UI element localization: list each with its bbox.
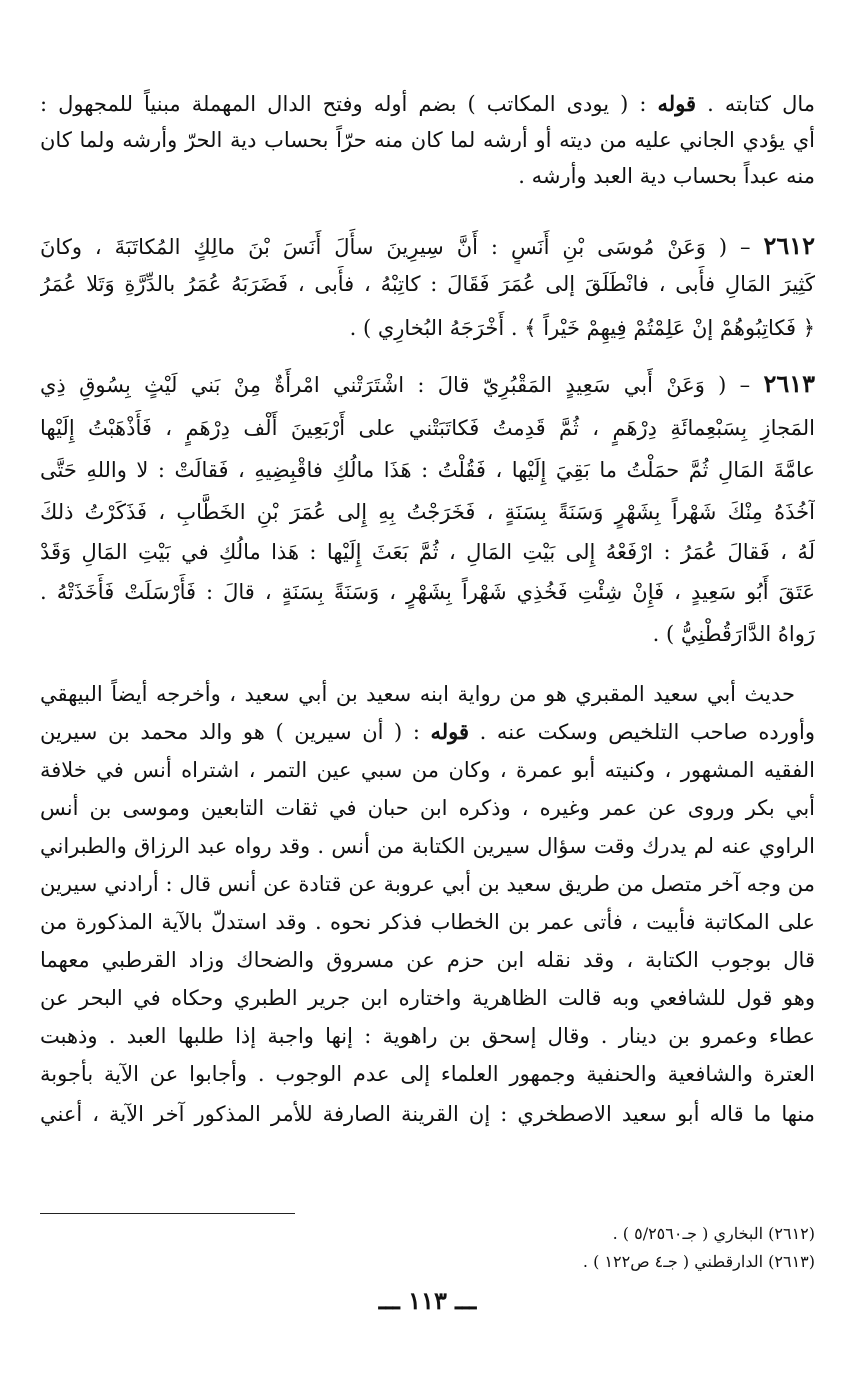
commentary-line: من وجه آخر متصل من طريق سعيد بن أبي عروبة عن قتادة عن أنس قال : أرادني سيرين xyxy=(40,872,815,896)
text-line xyxy=(40,86,815,122)
commentary-line: الفقيه المشهور ، وكنيته أبو عمرة ، وكان من سبي عين التمر ، اشتراه أنس في خلافة xyxy=(40,758,815,782)
hadith-line: آخُذَهُ مِنْكَ شَهْراً بِشَهْرٍ وَسَنَةً بِسَنَةٍ ، فَخَرَجْتُ بِهِ إِلى عُمَرَ بْنِ الخَطَّابِ ، فَذَكَرْتُ ذلكَ xyxy=(40,500,815,524)
commentary-line: منها ما قاله أبو سعيد الاصطخري : إن القرينة الصارفة للأمر المذكور آخر الآية ، أعني xyxy=(40,1102,815,1126)
commentary-line: حديث أبي سعيد المقبري هو من رواية ابنه سعيد بن أبي سعيد ، وأخرجه أيضاً البيهقي xyxy=(40,682,795,706)
hadith-line: ﴿ فَكاتِبُوهُمْ إنْ عَلِمْتُمْ فِيهِمْ خَيْراً ﴾ . أَخْرَجَهُ البُخارِي ) . xyxy=(349,316,815,340)
hadith-line: المَجازِ بِسَبْعِمائَةِ دِرْهَمٍ ، ثُمَّ قَدِمتُ فَكاتَبَتْني على أَرْبَعِينَ أَلْف دِرْهَمٍ ، فَأَذْهَبْتُ إِلَيْها xyxy=(40,416,815,440)
qawl-keyword: قوله xyxy=(657,91,697,116)
text-line: منه عبداً بحساب دية العبد وأرشه . xyxy=(518,164,815,188)
commentary-line: قال بوجوب الكتابة ، وقد نقله ابن حزم عن مسروق والضحاك وزاد القرطبي معهما xyxy=(40,948,815,972)
footnote: (٢٦١٣) الدارقطني ( جـ٤ ص١٢٢ ) . xyxy=(582,1252,815,1271)
commentary-line xyxy=(40,714,815,750)
hadith-line: كَثِيرَ المَالِ فأَبى ، فانْطَلَقَ إلى عُمَرَ فَقَالَ : كاتِبْهُ ، فأَبى ، فَضَرَبَهُ عُمَرُ بالدِّرَّةِ وَتَلا عُمَرُ xyxy=(40,272,815,296)
commentary-line: عطاء وعمرو بن دينار . وقال إسحق بن راهوية : إنها واجبة إذا طلبها العبد . وذهبت xyxy=(40,1024,815,1048)
commentary-line: وهو قول للشافعي وبه قالت الظاهرية واختاره ابن جرير الطبري وحكاه في البحر عن xyxy=(40,986,815,1010)
footnote: (٢٦١٢) البخاري ( جـ٥/٢٥٦٠ ) . xyxy=(612,1224,815,1243)
page-number: ـــ ١١٣ ـــ xyxy=(378,1286,477,1315)
hadith-text: – ( وَعَنْ أَبي سَعِيدٍ المَقْبُرِيّ قالَ : اشْتَرَتْني امْرأَةٌ مِنْ بَني لَيْثٍ بِسُوقِ ذِي xyxy=(40,373,764,397)
text-segment: : ( أن سيرين ) هو والد محمد بن سيرين xyxy=(40,720,431,744)
commentary-line: الراوي عنه لم يدرك وقت سؤال سيرين الكتابة من أنس . وقد رواه عبد الرزاق والطبراني xyxy=(40,834,815,858)
hadith-line: رَواهُ الدَّارَقُطْنِيُّ ) . xyxy=(652,622,815,646)
hadith-number: ٢٦١٢ xyxy=(763,231,815,260)
text-line: أي يؤدي الجاني عليه من ديته أو أرشه لما كان منه حرّاً بحساب دية الحرّ وأرشه ولما كان xyxy=(40,128,815,152)
hadith-number: ٢٦١٣ xyxy=(763,369,815,398)
hadith-text: – ( وَعَنْ مُوسَى بْنِ أَنَسٍ : أَنَّ سِيرِينَ سأَلَ أَنَسَ بْنَ مالِكٍ المُكاتَبَةَ ، وكانَ xyxy=(40,235,764,259)
commentary-line: أبي بكر وروى عن عمر وغيره ، وذكره ابن حبان في ثقات التابعين وموسى بن أنس xyxy=(40,796,815,820)
qawl-keyword: قوله xyxy=(430,719,470,744)
commentary-line: على المكاتبة فأبيت ، فأتى عمر بن الخطاب فذكر نحوه . وقد استدلّ بالآية المذكورة من xyxy=(40,910,815,934)
hadith-line xyxy=(40,366,815,402)
hadith-line xyxy=(40,228,815,264)
hadith-line: لَهُ ، فَقالَ عُمَرُ : ارْفَعْهُ إِلى بَيْتِ المَالِ ، ثُمَّ بَعَثَ إِلَيْها : هَذا مالُكِ في بَيْتِ المَالِ وَقَدْ xyxy=(40,540,815,564)
commentary-line: العترة والشافعية والحنفية وجمهور العلماء إلى عدم الوجوب . وأجابوا عن الآية بأجوبة xyxy=(40,1062,815,1086)
text-segment: مال كتابته . xyxy=(696,92,815,116)
text-segment: وأورده صاحب التلخيص وسكت عنه . xyxy=(469,720,815,744)
hadith-line: عَتَقَ أَبُو سَعِيدٍ ، فَإِنْ شِئْتِ فَخُذِي شَهْراً بِشَهْرٍ ، وَسَنَةً بِسَنَةٍ ، قالَ : فَأَرْسَلَتْ فَأَخَذَتْهُ . xyxy=(40,580,815,604)
hadith-line: عامَّةَ المَالِ ثُمَّ حمَلْتُ ما بَقِيَ إِلَيْها ، فَقُلْتُ : هَذَا مالُكِ فاقْبِضِيهِ ، فَقالَتْ : لا واللهِ حَتَّى xyxy=(40,458,815,482)
footnote-separator xyxy=(40,1213,295,1214)
text-segment: : ( يودى المكاتب ) بضم أوله وفتح الدال المهملة مبنياً للمجهول : xyxy=(40,92,658,116)
